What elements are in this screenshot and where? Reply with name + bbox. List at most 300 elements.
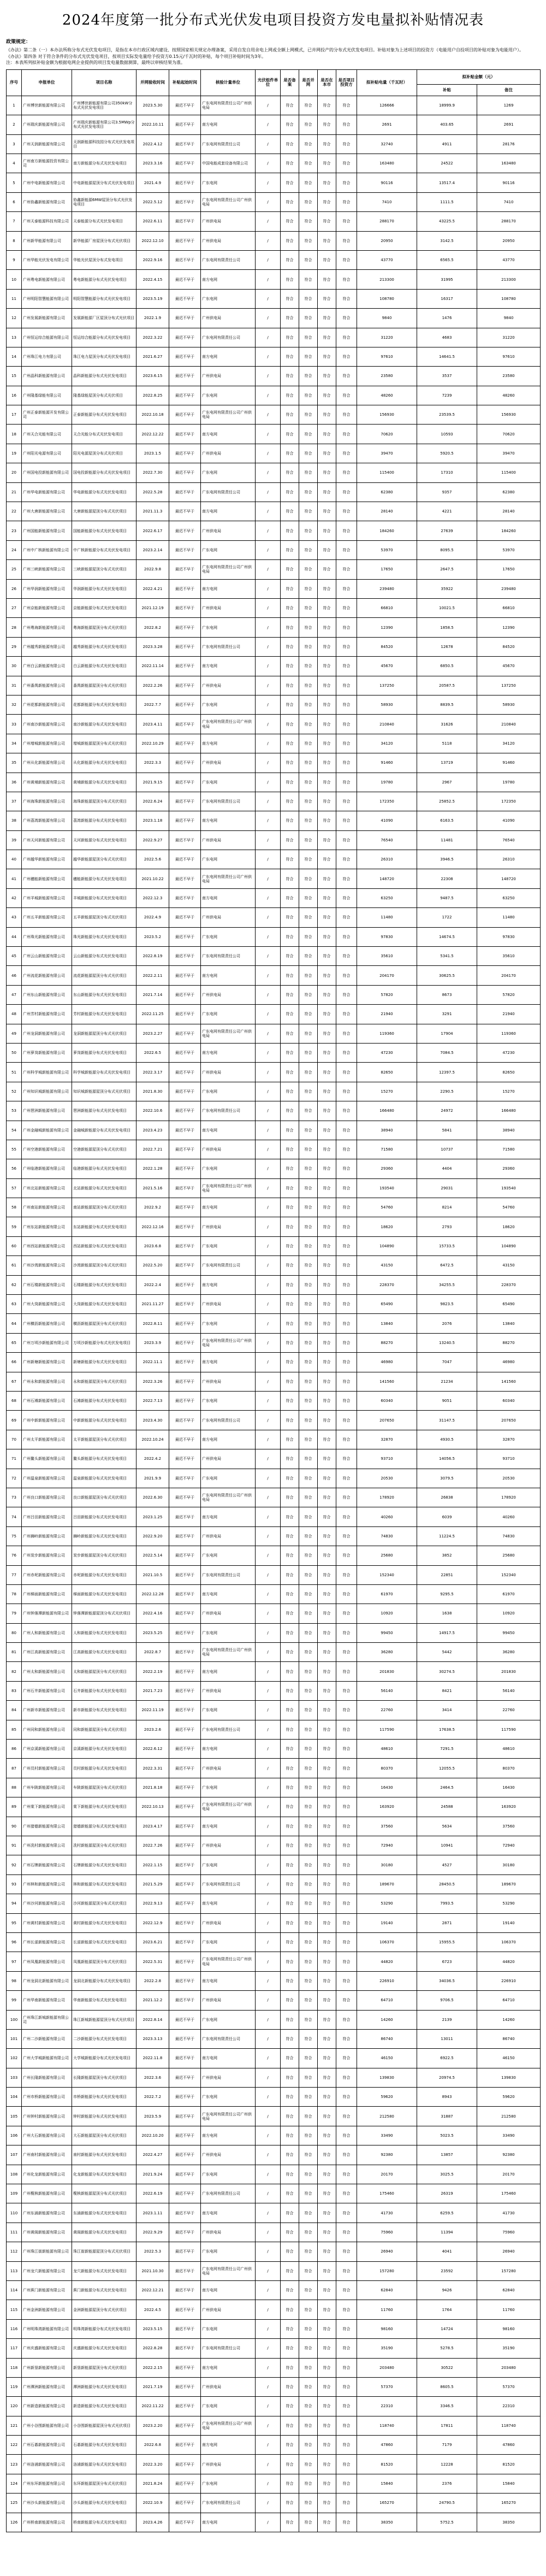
cell-meter-check: 广州供电局	[201, 676, 256, 695]
cell-seq: 36	[7, 773, 22, 792]
cell-subsidy-start: 最迟不早于	[169, 1720, 201, 1739]
cell-subsidy-start: 最迟不早于	[169, 521, 201, 540]
cell-amount: 34255.5	[417, 1275, 477, 1294]
cell-pv-unit: /	[256, 2300, 281, 2319]
cell-c3: 符合	[318, 463, 336, 482]
cell-subsidy-start: 最迟不早于	[169, 2242, 201, 2261]
cell-grid-date: 2021.5.29	[136, 1874, 169, 1894]
cell-applicant: 广州萝岗新能源有限公司	[22, 1043, 72, 1062]
cell-seq: 68	[7, 1392, 22, 1411]
cell-meter-check: 广州供电局	[201, 985, 256, 1004]
cell-c2: 符合	[299, 2029, 318, 2048]
cell-seq: 69	[7, 1411, 22, 1430]
cell-grid-date: 2022.7.21	[136, 1140, 169, 1159]
cell-amount: 6922.5	[417, 2049, 477, 2068]
table-row	[7, 1932, 541, 1952]
cell-kwh: 22310	[357, 2397, 417, 2416]
cell-c3: 符合	[318, 1063, 336, 1082]
cell-seq: 66	[7, 1353, 22, 1372]
cell-applicant: 广州越秀新能源有限公司	[22, 637, 72, 656]
cell-seq: 62	[7, 1275, 22, 1294]
cell-remark: 166480	[477, 1101, 541, 1121]
cell-kwh: 165270	[357, 2494, 417, 2513]
cell-seq: 88	[7, 1778, 22, 1797]
cell-grid-date: 2022.11.1	[136, 1353, 169, 1372]
cell-meter-check: 南方电网	[201, 734, 256, 753]
cell-c1: 符合	[281, 1295, 299, 1314]
cell-kwh: 226910	[357, 1971, 417, 1990]
cell-amount: 26319	[417, 2184, 477, 2203]
cell-pv-unit: /	[256, 2165, 281, 2184]
cell-remark: 29360	[477, 1159, 541, 1178]
cell-grid-date: 2022.3.20	[136, 2455, 169, 2474]
cell-c2: 符合	[299, 2455, 318, 2474]
cell-project: 粤海新能源屋顶分布式光伏项目	[72, 618, 136, 637]
cell-kwh: 62840	[357, 2280, 417, 2300]
cell-c1: 符合	[281, 830, 299, 850]
cell-c1: 符合	[281, 2377, 299, 2396]
cell-meter-check: 广州供电局	[201, 1140, 256, 1159]
cell-c4: 符合	[336, 947, 357, 966]
cell-pv-unit: /	[256, 1353, 281, 1372]
cell-grid-date: 2021.12.2	[136, 1991, 169, 2010]
cell-pv-unit: /	[256, 405, 281, 425]
cell-c1: 符合	[281, 1932, 299, 1952]
table-row	[7, 1140, 541, 1159]
cell-grid-date: 2022.2.15	[136, 2358, 169, 2377]
cell-kwh: 108780	[357, 289, 417, 308]
table-row	[7, 1411, 541, 1430]
cell-pv-unit: /	[256, 2319, 281, 2338]
cell-kwh: 46980	[357, 1353, 417, 1372]
cell-seq: 31	[7, 676, 22, 695]
cell-c4: 符合	[336, 2416, 357, 2435]
cell-c4: 符合	[336, 521, 357, 540]
cell-kwh: 46150	[357, 2049, 417, 2068]
table-row	[7, 2107, 541, 2126]
cell-amount: 11394	[417, 2223, 477, 2242]
cell-amount: 6850.5	[417, 657, 477, 676]
cell-meter-check: 广东电网有限责任公司	[201, 637, 256, 656]
cell-seq: 7	[7, 212, 22, 231]
cell-c3: 符合	[318, 1275, 336, 1294]
cell-seq: 70	[7, 1430, 22, 1449]
cell-subsidy-start: 最迟不早于	[169, 1623, 201, 1642]
cell-meter-check: 广州供电局	[201, 2068, 256, 2087]
cell-applicant: 广州琶洲新能源有限公司	[22, 1101, 72, 1121]
cell-amount: 7291.5	[417, 1740, 477, 1759]
cell-c3: 符合	[318, 2068, 336, 2087]
cell-remark: 25680	[477, 1546, 541, 1565]
table-row	[7, 1507, 541, 1526]
cell-remark: 90116	[477, 173, 541, 192]
cell-pv-unit: /	[256, 192, 281, 211]
cell-c1: 符合	[281, 1797, 299, 1817]
cell-kwh: 166480	[357, 1101, 417, 1121]
cell-project: 南站新能源屋顶分布式光伏项目	[72, 1198, 136, 1217]
cell-c4: 符合	[336, 2397, 357, 2416]
cell-project: 五羊新能源屋顶分布式光伏项目	[72, 908, 136, 927]
cell-c1: 符合	[281, 715, 299, 734]
cell-grid-date: 2022.2.4	[136, 1275, 169, 1294]
cell-c4: 符合	[336, 1256, 357, 1275]
cell-applicant: 广州东涌新能源有限公司	[22, 2203, 72, 2223]
cell-grid-date: 2022.7.13	[136, 1392, 169, 1411]
cell-c1: 符合	[281, 1198, 299, 1217]
cell-remark: 13840	[477, 1314, 541, 1333]
cell-c2: 符合	[299, 560, 318, 579]
cell-amount: 6259.5	[417, 2203, 477, 2223]
cell-grid-date: 2023.2.27	[136, 1024, 169, 1043]
cell-c3: 符合	[318, 2223, 336, 2242]
cell-amount: 5278.5	[417, 2339, 477, 2358]
cell-seq: 49	[7, 1024, 22, 1043]
cell-meter-check: 广东电网有限责任公司广州供电局	[201, 96, 256, 115]
cell-c4: 符合	[336, 367, 357, 386]
col-header-seq: 序号	[7, 69, 22, 96]
cell-pv-unit: /	[256, 811, 281, 830]
cell-c1: 符合	[281, 2494, 299, 2513]
table-row	[7, 2242, 541, 2261]
cell-remark: 91460	[477, 753, 541, 773]
cell-c3: 符合	[318, 444, 336, 463]
cell-grid-date: 2022.8.25	[136, 386, 169, 405]
cell-applicant: 广州天合光能有限公司	[22, 425, 72, 444]
cell-project: 同和新能源屋顶分布式光伏项目	[72, 1720, 136, 1739]
cell-meter-check: 广东电网	[201, 1469, 256, 1488]
col-header-amount-group: 拟补贴金额（元）	[417, 69, 541, 84]
cell-c4: 符合	[336, 1005, 357, 1024]
cell-applicant: 广州二沙新能源有限公司	[22, 2029, 72, 2048]
cell-amount: 2139	[417, 2010, 477, 2029]
cell-meter-check: 南方电网	[201, 502, 256, 521]
cell-pv-unit: /	[256, 2068, 281, 2087]
table-row	[7, 2280, 541, 2300]
cell-c3: 符合	[318, 192, 336, 211]
cell-remark: 34120	[477, 734, 541, 753]
cell-project: 吕田新能源分布式光伏发电项目	[72, 1507, 136, 1526]
cell-c4: 符合	[336, 2377, 357, 2396]
cell-meter-check: 广州供电局	[201, 1759, 256, 1778]
cell-grid-date: 2022.9.27	[136, 830, 169, 850]
cell-pv-unit: /	[256, 2261, 281, 2280]
cell-project: 狮岭新能源分布式光伏发电项目	[72, 1526, 136, 1546]
cell-amount: 23592	[417, 2261, 477, 2280]
cell-c1: 符合	[281, 386, 299, 405]
cell-c4: 符合	[336, 192, 357, 211]
cell-subsidy-start: 最迟不早于	[169, 2397, 201, 2416]
cell-subsidy-start: 最迟不早于	[169, 2223, 201, 2242]
cell-remark: 184260	[477, 521, 541, 540]
cell-kwh: 53290	[357, 1894, 417, 1913]
cell-c2: 符合	[299, 96, 318, 115]
cell-subsidy-start: 最迟不早于	[169, 560, 201, 579]
cell-pv-unit: /	[256, 560, 281, 579]
cell-pv-unit: /	[256, 231, 281, 250]
cell-pv-unit: /	[256, 908, 281, 927]
table-row	[7, 1817, 541, 1836]
cell-kwh: 84520	[357, 637, 417, 656]
cell-remark: 18620	[477, 1217, 541, 1236]
cell-meter-check: 广东电网	[201, 2474, 256, 2493]
cell-subsidy-start: 最迟不早于	[169, 1101, 201, 1121]
cell-remark: 2691	[477, 115, 541, 134]
cell-remark: 139830	[477, 2068, 541, 2087]
cell-subsidy-start: 最迟不早于	[169, 1643, 201, 1662]
cell-grid-date: 2021.11.27	[136, 1295, 169, 1314]
table-row	[7, 2049, 541, 2068]
cell-remark: 43150	[477, 1256, 541, 1275]
cell-pv-unit: /	[256, 1005, 281, 1024]
cell-grid-date: 2022.12.3	[136, 888, 169, 907]
cell-project: 员村新能源分布式光伏发电项目	[72, 1759, 136, 1778]
cell-seq: 27	[7, 598, 22, 617]
cell-remark: 15270	[477, 1082, 541, 1101]
cell-grid-date: 2023.4.26	[136, 2513, 169, 2532]
cell-c1: 符合	[281, 1546, 299, 1565]
cell-c3: 符合	[318, 1913, 336, 1932]
cell-applicant: 广州海珠新能源有限公司	[22, 792, 72, 811]
cell-project: 协鑫新能源6MW屋顶分布式光伏发电项目	[72, 192, 136, 211]
cell-meter-check: 广州供电局	[201, 1372, 256, 1391]
cell-meter-check: 广东电网	[201, 1392, 256, 1411]
cell-grid-date: 2022.9.29	[136, 2223, 169, 2242]
cell-grid-date: 2022.3.6	[136, 2068, 169, 2087]
cell-seq: 102	[7, 2049, 22, 2068]
cell-kwh: 163920	[357, 1797, 417, 1817]
cell-amount: 2290.5	[417, 1082, 477, 1101]
cell-c4: 符合	[336, 1295, 357, 1314]
cell-meter-check: 广东电网	[201, 2010, 256, 2029]
cell-applicant: 广州新华能源有限公司	[22, 231, 72, 250]
cell-pv-unit: /	[256, 1121, 281, 1140]
cell-seq: 38	[7, 811, 22, 830]
table-row	[7, 734, 541, 753]
cell-c1: 符合	[281, 2184, 299, 2203]
cell-project: 天合光能分布式光伏发电项目	[72, 425, 136, 444]
cell-project: 京能新能源分布式光伏发电项目	[72, 598, 136, 617]
cell-subsidy-start: 最迟不早于	[169, 1991, 201, 2010]
cell-subsidy-start: 最迟不早于	[169, 1662, 201, 1681]
cell-c1: 符合	[281, 405, 299, 425]
cell-c1: 符合	[281, 1701, 299, 1720]
cell-meter-check: 广州供电局	[201, 1063, 256, 1082]
cell-c3: 符合	[318, 347, 336, 366]
cell-applicant: 广州大石新能源有限公司	[22, 2126, 72, 2145]
cell-c2: 符合	[299, 2242, 318, 2261]
cell-pv-unit: /	[256, 1526, 281, 1546]
cell-grid-date: 2022.7.2	[136, 2088, 169, 2107]
cell-project: 天泰能源分布式光伏发电项目	[72, 212, 136, 231]
cell-seq: 56	[7, 1159, 22, 1178]
cell-c3: 符合	[318, 811, 336, 830]
cell-grid-date: 2022.10.9	[136, 2494, 169, 2513]
cell-applicant: 广州凤凰新能源有限公司	[22, 1952, 72, 1971]
cell-c4: 符合	[336, 1236, 357, 1255]
cell-pv-unit: /	[256, 753, 281, 773]
cell-pv-unit: /	[256, 1507, 281, 1526]
cell-seq: 41	[7, 869, 22, 888]
cell-c3: 符合	[318, 2049, 336, 2068]
cell-c4: 符合	[336, 444, 357, 463]
table-row	[7, 502, 541, 521]
cell-meter-check: 广东电网	[201, 2242, 256, 2261]
cell-c3: 符合	[318, 1740, 336, 1759]
cell-meter-check: 广东电网	[201, 386, 256, 405]
cell-c2: 符合	[299, 2397, 318, 2416]
table-row	[7, 1314, 541, 1333]
cell-c1: 符合	[281, 1971, 299, 1990]
table-row	[7, 1430, 541, 1449]
cell-grid-date: 2022.4.2	[136, 1449, 169, 1469]
cell-remark: 210840	[477, 715, 541, 734]
cell-c2: 符合	[299, 908, 318, 927]
cell-applicant: 广州科学城新能源有限公司	[22, 1063, 72, 1082]
cell-kwh: 41090	[357, 811, 417, 830]
cell-applicant: 广州天泰能源科技有限公司	[22, 212, 72, 231]
cell-applicant: 广州花都新能源有限公司	[22, 695, 72, 714]
cell-kwh: 57370	[357, 2377, 417, 2396]
cell-c4: 符合	[336, 270, 357, 289]
cell-pv-unit: /	[256, 2455, 281, 2474]
cell-seq: 100	[7, 2010, 22, 2029]
cell-grid-date: 2022.6.5	[136, 1043, 169, 1062]
cell-amount: 4404	[417, 1159, 477, 1178]
cell-c1: 符合	[281, 1314, 299, 1333]
cell-c2: 符合	[299, 2165, 318, 2184]
cell-subsidy-start: 最迟不早于	[169, 134, 201, 154]
table-row	[7, 2474, 541, 2493]
cell-c4: 符合	[336, 1565, 357, 1584]
cell-amount: 14674.5	[417, 927, 477, 946]
cell-project: 石滩新能源分布式光伏发电项目	[72, 1392, 136, 1411]
cell-applicant: 广州珠江新城新能源有限公司	[22, 2010, 72, 2029]
cell-c3: 符合	[318, 1991, 336, 2010]
cell-subsidy-start: 最迟不早于	[169, 1681, 201, 1700]
cell-seq: 80	[7, 1623, 22, 1642]
cell-c2: 符合	[299, 927, 318, 946]
cell-c3: 符合	[318, 2300, 336, 2319]
cell-c3: 符合	[318, 212, 336, 231]
cell-applicant: 广州恒运综合能源有限公司	[22, 328, 72, 347]
table-row	[7, 1643, 541, 1662]
cell-c4: 符合	[336, 811, 357, 830]
cell-remark: 17650	[477, 560, 541, 579]
cell-grid-date: 2022.10.24	[136, 1430, 169, 1449]
cell-project: 东站新能源分布式光伏发电项目	[72, 1217, 136, 1236]
cell-project: 长隆新能源屋顶分布式光伏项目	[72, 2068, 136, 2087]
cell-pv-unit: /	[256, 1275, 281, 1294]
cell-amount: 9706.5	[417, 1991, 477, 2010]
cell-applicant: 广州大学城新能源有限公司	[22, 2049, 72, 2068]
cell-pv-unit: /	[256, 869, 281, 888]
cell-c1: 符合	[281, 1740, 299, 1759]
table-row	[7, 444, 541, 463]
cell-c2: 符合	[299, 2203, 318, 2223]
cell-c3: 符合	[318, 1604, 336, 1623]
cell-c4: 符合	[336, 2358, 357, 2377]
cell-grid-date: 2021.7.19	[136, 2377, 169, 2396]
cell-applicant: 广州瑞庆新能源有限公司	[22, 115, 72, 134]
cell-kwh: 39470	[357, 444, 417, 463]
cell-pv-unit: /	[256, 1604, 281, 1623]
cell-kwh: 32740	[357, 134, 417, 154]
cell-remark: 44820	[477, 1952, 541, 1971]
cell-pv-unit: /	[256, 1469, 281, 1488]
cell-kwh: 58930	[357, 695, 417, 714]
cell-applicant: 广州黄阁新能源有限公司	[22, 2223, 72, 2242]
cell-project: 广州瑞庆新能源有限公司3.5MWp分布式光伏发电项目	[72, 115, 136, 134]
cell-pv-unit: /	[256, 579, 281, 598]
cell-applicant: 广州云山新能源有限公司	[22, 947, 72, 966]
cell-remark: 26310	[477, 850, 541, 869]
cell-remark: 175460	[477, 2184, 541, 2203]
cell-remark: 9840	[477, 309, 541, 328]
table-row	[7, 1469, 541, 1488]
cell-meter-check: 广东电网	[201, 927, 256, 946]
cell-pv-unit: /	[256, 463, 281, 482]
cell-c3: 符合	[318, 1662, 336, 1681]
cell-c1: 符合	[281, 1643, 299, 1662]
cell-kwh: 61970	[357, 1584, 417, 1604]
cell-kwh: 29360	[357, 1159, 417, 1178]
cell-c2: 符合	[299, 811, 318, 830]
cell-kwh: 70620	[357, 425, 417, 444]
cell-applicant: 广州隆基绿能有限公司	[22, 386, 72, 405]
cell-remark: 47230	[477, 1043, 541, 1062]
cell-subsidy-start: 最迟不早于	[169, 1449, 201, 1469]
cell-grid-date: 2021.8.18	[136, 1778, 169, 1797]
cell-amount: 17904	[417, 1024, 477, 1043]
cell-applicant: 广州太平新能源有限公司	[22, 1430, 72, 1449]
cell-c3: 符合	[318, 1817, 336, 1836]
cell-c3: 符合	[318, 1623, 336, 1642]
cell-subsidy-start: 最迟不早于	[169, 773, 201, 792]
cell-c4: 符合	[336, 540, 357, 559]
cell-kwh: 172350	[357, 792, 417, 811]
cell-remark: 118740	[477, 2416, 541, 2435]
cell-c3: 符合	[318, 173, 336, 192]
cell-project: 隆基绿能屋顶分布式光伏项目	[72, 386, 136, 405]
cell-remark: 28176	[477, 134, 541, 154]
cell-kwh: 30180	[357, 1855, 417, 1874]
cell-meter-check: 南方电网	[201, 1971, 256, 1990]
cell-project: 沙河新能源屋顶分布式光伏项目	[72, 1894, 136, 1913]
cell-project: 明珠湾新能源分布式光伏发电项目	[72, 2319, 136, 2338]
cell-grid-date: 2022.9.8	[136, 560, 169, 579]
cell-seq: 28	[7, 618, 22, 637]
cell-c4: 符合	[336, 2088, 357, 2107]
cell-pv-unit: /	[256, 792, 281, 811]
cell-amount: 13517.4	[417, 173, 477, 192]
cell-kwh: 201830	[357, 1662, 417, 1681]
cell-meter-check: 广东电网有限责任公司	[201, 2339, 256, 2358]
cell-remark: 165270	[477, 2494, 541, 2513]
cell-c2: 符合	[299, 212, 318, 231]
cell-meter-check: 南方电网	[201, 1121, 256, 1140]
cell-pv-unit: /	[256, 773, 281, 792]
cell-c1: 符合	[281, 1681, 299, 1700]
cell-meter-check: 南方电网	[201, 1198, 256, 1217]
cell-subsidy-start: 最迟不早于	[169, 2280, 201, 2300]
cell-grid-date: 2022.5.6	[136, 850, 169, 869]
cell-remark: 84520	[477, 637, 541, 656]
cell-pv-unit: /	[256, 1894, 281, 1913]
cell-c3: 符合	[318, 1178, 336, 1198]
cell-remark: 65490	[477, 1295, 541, 1314]
cell-kwh: 56140	[357, 1681, 417, 1700]
cell-c4: 符合	[336, 1759, 357, 1778]
